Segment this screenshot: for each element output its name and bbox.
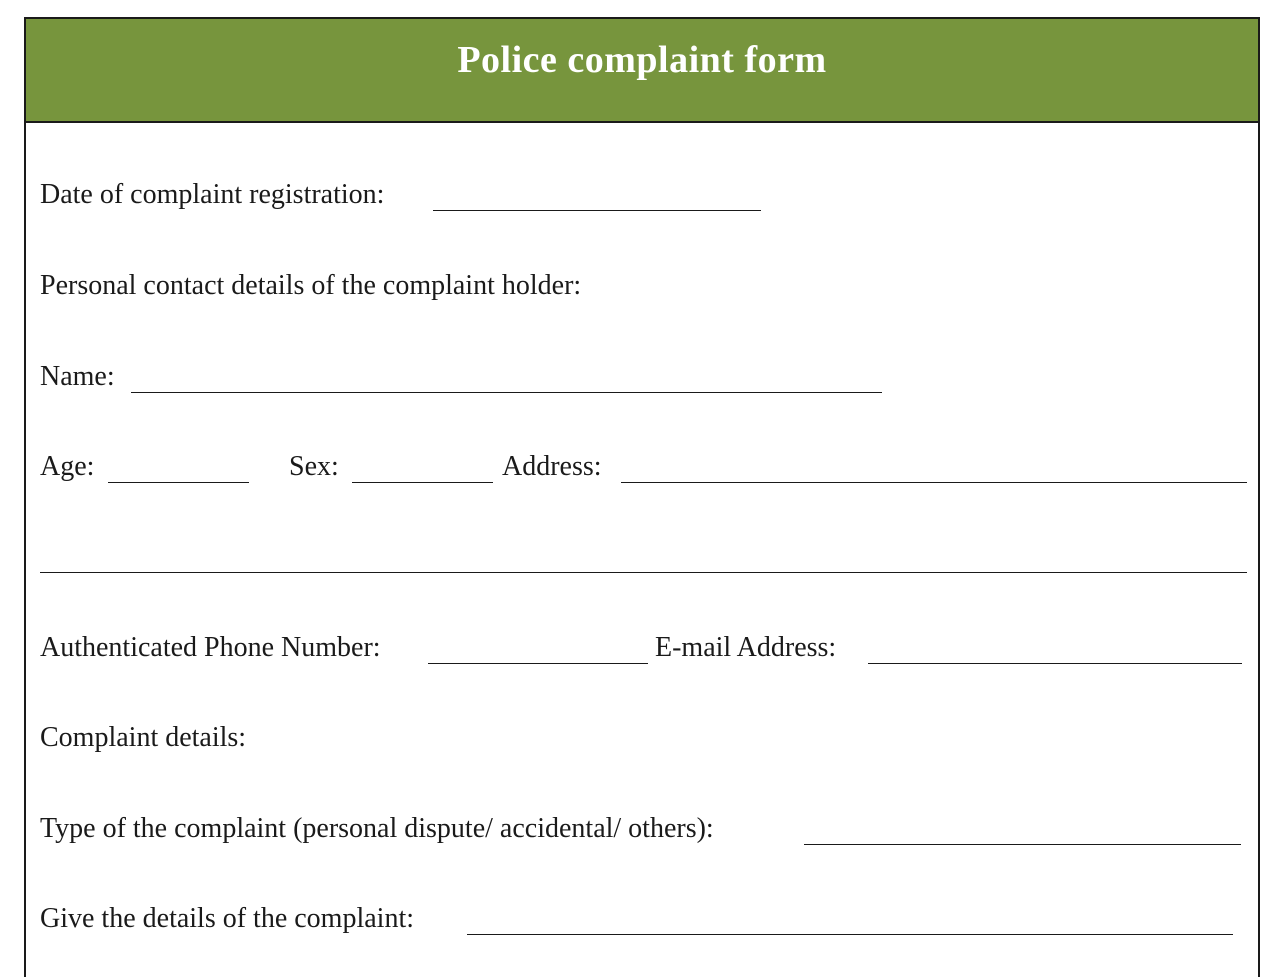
email-field[interactable] bbox=[868, 663, 1242, 664]
date-label: Date of complaint registration: bbox=[40, 179, 385, 210]
address-field[interactable] bbox=[621, 482, 1247, 483]
age-field[interactable] bbox=[108, 482, 249, 483]
complaint-type-field[interactable] bbox=[804, 844, 1241, 845]
age-label: Age: bbox=[40, 451, 95, 482]
date-field[interactable] bbox=[433, 210, 761, 211]
form-header bbox=[26, 19, 1258, 123]
sex-field[interactable] bbox=[352, 482, 493, 483]
complaint-details-label: Give the details of the complaint: bbox=[40, 903, 415, 934]
form-title: Police complaint form bbox=[457, 39, 827, 81]
address-field-line-2[interactable] bbox=[40, 572, 1247, 573]
phone-label: Authenticated Phone Number: bbox=[40, 632, 381, 663]
address-label: Address: bbox=[502, 451, 602, 482]
name-label: Name: bbox=[40, 361, 115, 392]
phone-field[interactable] bbox=[428, 663, 648, 664]
complaint-details-heading: Complaint details: bbox=[40, 722, 247, 753]
email-label: E-mail Address: bbox=[655, 632, 837, 663]
personal-details-heading: Personal contact details of the complaint holder: bbox=[40, 270, 582, 301]
sex-label: Sex: bbox=[289, 451, 339, 482]
complaint-type-label: Type of the complaint (personal dispute/ accidental/ others): bbox=[40, 813, 714, 844]
complaint-details-field[interactable] bbox=[467, 934, 1233, 935]
name-field[interactable] bbox=[131, 392, 882, 393]
